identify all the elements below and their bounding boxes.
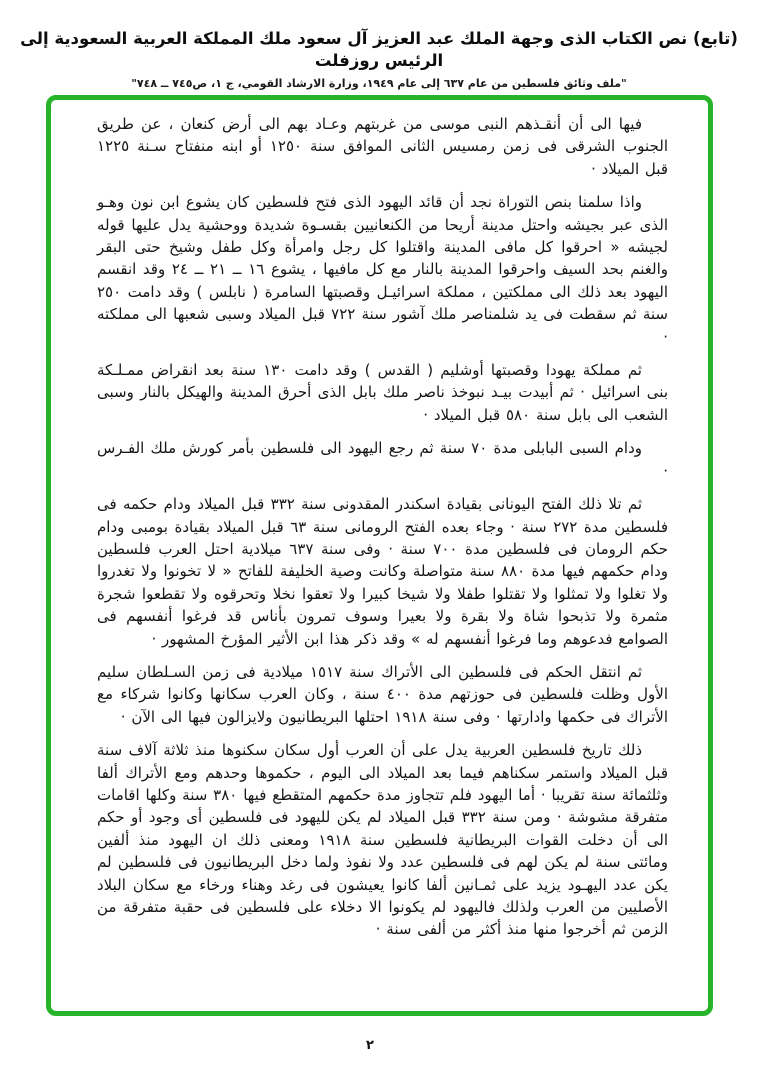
page-header: [0, 0, 758, 91]
body-paragraph: واذا سلمنا بنص التوراة نجد أن قائد اليهود الذى فتح فلسطين كان يشوع ابن نون وهـو الذى عبر بجيشه واحتل مدينة أريحا من الكنعانيين بقسـوة شديدة ووحشية يدل عليها قوله لجيشه « احرقوا كل مافى المدينة واقتلوا كل رجل وامرأة وكل طفل وشيخ حتى البقر والغنم بحد السيف واحرقوا المدينة بالنار مع كل مافيها ، يشوع ١٦ ــ ٢١ ــ ٢٤ وقد انقسم اليهود بعد ذلك الى مملكتين ، مملكة اسرائيـل وقصبتها السامرة ( نابلس ) وقد دامت ٢٥٠ سنة ثم سقطت فى يد شلمناصر ملك آشور سنة ٧٢٢ قبل الميلاد وسبى شعبها الى مملكته ·: [97, 193, 668, 346]
body-paragraph: فيها الى أن أنقـذهم النبى موسى من غربتهم وعـاد بهم الى أرض كنعان ، عن طريق الجنوب الشرقى فى زمن رمسيس الثانى الموافق سنة ١٢٥٠ أو ابنه منفتاح سـنة ١٢٢٥ قبل الميلاد ·: [97, 115, 668, 178]
document-title: (تابع) نص الكتاب الذى وجهة الملك عبد العزيز آل سعود ملك المملكة العربية السعودية إلى الرئيس روزفلت: [20, 29, 738, 70]
page-number: ٢: [366, 1038, 374, 1053]
page-footer: [0, 1034, 740, 1053]
body-paragraph: ودام السبى البابلى مدة ٧٠ سنة ثم رجع اليهود الى فلسطين بأمر كورش ملك الفـرس ·: [97, 439, 668, 480]
body-paragraph: ثم مملكة يهودا وقصبتها أوشليم ( القدس ) وقد دامت ١٣٠ سنة بعد انقراض ممـلـكة بنى اسرائيل · ثم أبيدت بيـد نبوخذ ناصر ملك بابل الذى أحرق المدينة والهيكل بالنار وسبى الشعب الى بابل سنة ٥٨٠ قبل الميلاد ·: [97, 361, 668, 424]
body-paragraph: ثم تلا ذلك الفتح اليونانى بقيادة اسكندر المقدونى سنة ٣٣٢ قبل الميلاد ودام حكمه فى فلسطين مدة ٢٧٢ سنة · وجاء بعده الفتح الرومانى سنة ٦٣ قبل الميلاد بقيادة بومبى ودام حكم الرومان فى فلسطين مدة ٧٠٠ سنة · وفى سنة ٦٣٧ ميلادية احتل العرب فلسطين ودام حكمهم فيها مدة ٨٨٠ سنة متواصلة وكانت وصية الخليفة للفاتح « لا تخونوا ولا تغدروا ولا تغلوا ولا تمثلوا ولا تقتلوا طفلا ولا شيخا كبيرا ولا تعقوا نخلا وتحرقوه ولا تقطعوا شجرة مثمرة ولا تذبحوا شاة ولا بقرة ولا بعيرا وسوف تمرون بأناس قد فرغوا أنفسهم فى الصوامع فدعوهم وما فرغوا أنفسهم له » وقد ذكر هذا ابن الأثير المؤرخ المشهور ·: [97, 495, 669, 648]
body-paragraph: ذلك تاريخ فلسطين العربية يدل على أن العرب أول سكان سكنوها منذ ثلاثة آلاف سنة قبل الميلاد واستمر سكناهم فيما بعد الميلاد الى اليوم ، حكموها وحدهم ومع الأتراك ألفا وثلثمائة سنة تقريبا · أما اليهود فلم تتجاوز مدة حكمهم المتقطع فيها ٣٨٠ سنة وكلها اقامات متفرقة مشوشة · ومن سنة ٣٣٢ قبل الميلاد لم يكن لليهود فى فلسطين أى وجود أو حكم الى أن دخلت القوات البريطانية فلسطين سنة ١٩١٨ ومعنى ذلك ان اليهود منذ ألفين ومائتى سنة لم يكن لهم فى فلسطين عدد ولا نفوذ ولما دخل البريطانيون فى فلسطين لم يكن عدد اليهـود يزيد على ثمـانين ألفا كانوا يعيشون فى رغد وهناء ورخاء مع سكان البلاد الأصليين من العرب ولذلك فاليهود لم يكونوا الا دخلاء على فلسطين فى حقبة متفرقة من الزمن ثم أخرجوا منها منذ أكثر من ألفى سنة ·: [97, 741, 668, 939]
document-source-citation: "ملف وثائق فلسطين من عام ٦٣٧ إلى عام ١٩٤٩، وزارة الارشاد القومي، ج ١، ص٧٤٥ ــ ٧٤٨": [131, 77, 627, 90]
document-body-border-box: [46, 95, 713, 1016]
body-paragraph: ثم انتقل الحكم فى فلسطين الى الأتراك سنة ١٥١٧ ميلادية فى زمن السـلطان سليم الأول وظلت فلسطين فى حوزتهم مدة ٤٠٠ سنة ، وكان العرب سكانها وكانوا شركاء مع الأتراك فى حكمها وادارتها · وفى سنة ١٩١٨ احتلها البريطانيون ولايزالون فيها الى الآن ·: [97, 662, 668, 726]
